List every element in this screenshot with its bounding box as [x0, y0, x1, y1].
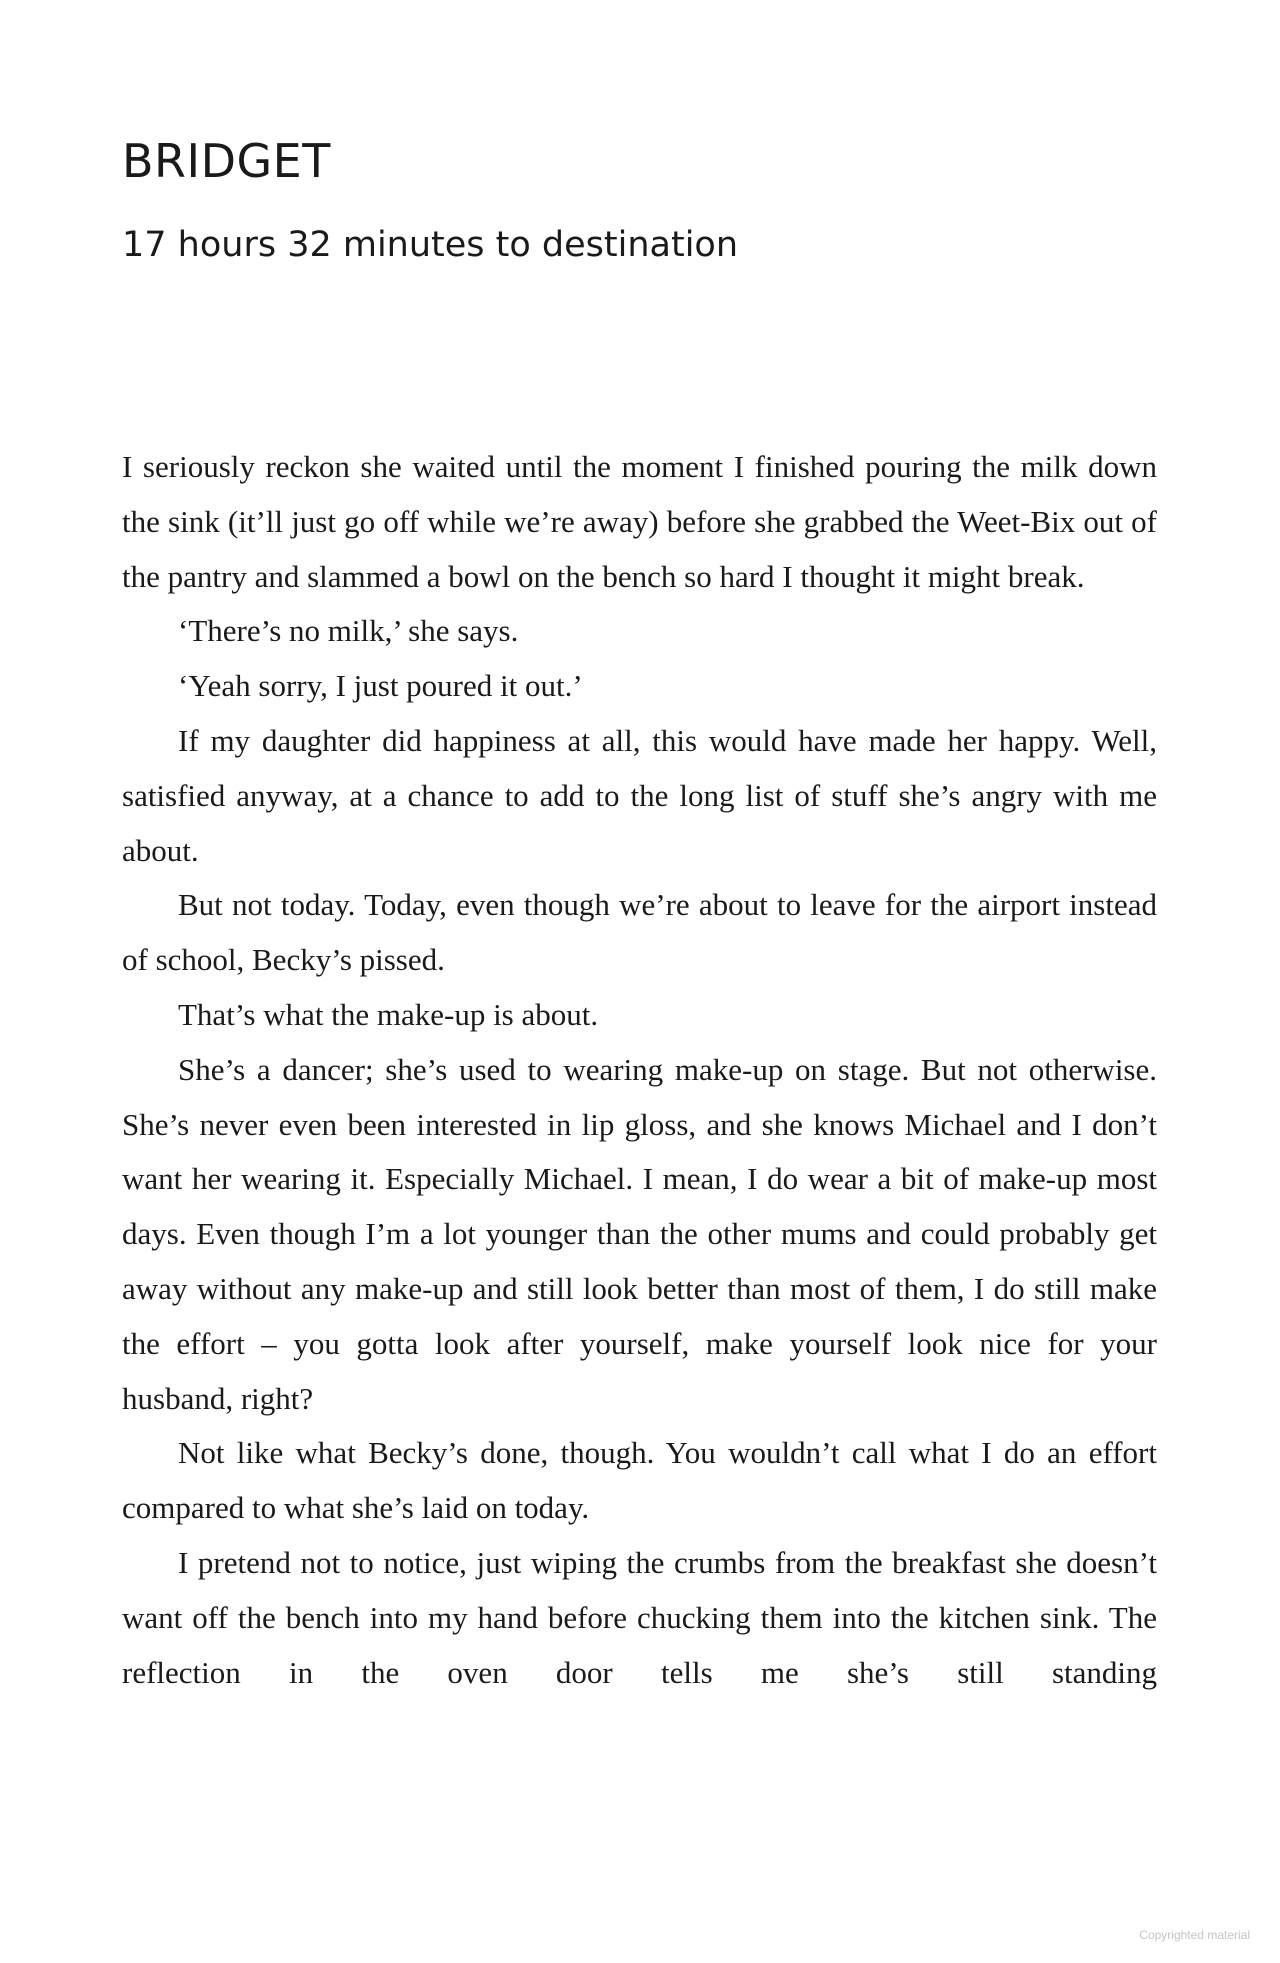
paragraph: I seriously reckon she waited until the moment I finished pouring the milk down the sink (it’ll just go off while we’re away) before she grabbed the Weet-Bix out of the pantry and slammed a bowl on the bench so hard I thought it might break.: [122, 449, 1157, 594]
paragraph: But not today. Today, even though we’re about to leave for the airport instead of school, Becky’s pissed.: [122, 887, 1157, 978]
copyright-watermark: Copyrighted material: [1139, 1928, 1250, 1942]
paragraph: She’s a dancer; she’s used to wearing make-up on stage. But not otherwise. She’s never even been interested in lip gloss, and she knows Michael and I don’t want her wearing it. Especially Michael. I mean, I do wear a bit of make-up most days. Even though I’m a lot younger than the other mums and could probably get away without any make-up and still look better than most of them, I do still make the effort – you gotta look after yourself, make yourself look nice for your husband, right?: [122, 1051, 1157, 1416]
paragraph: Not like what Becky’s done, though. You wouldn’t call what I do an effort compared to what she’s laid on today.: [122, 1435, 1157, 1526]
paragraph: I pretend not to notice, just wiping the crumbs from the breakfast she doesn’t want off the bench into my hand before chucking them into the kitchen sink. The reflection in the oven door tells me she’s still standing: [122, 1544, 1157, 1690]
body-text: [122, 440, 1157, 1700]
chapter-title: BRIDGET: [122, 134, 331, 188]
paragraph: If my daughter did happiness at all, this would have made her happy. Well, satisfied anyway, at a chance to add to the long list of stuff she’s angry with me about.: [122, 722, 1157, 868]
chapter-subtitle: 17 hours 32 minutes to destination: [122, 225, 739, 265]
paragraph: That’s what the make-up is about.: [178, 996, 599, 1032]
paragraph: ‘There’s no milk,’ she says.: [178, 613, 519, 649]
paragraph: ‘Yeah sorry, I just poured it out.’: [178, 668, 583, 704]
